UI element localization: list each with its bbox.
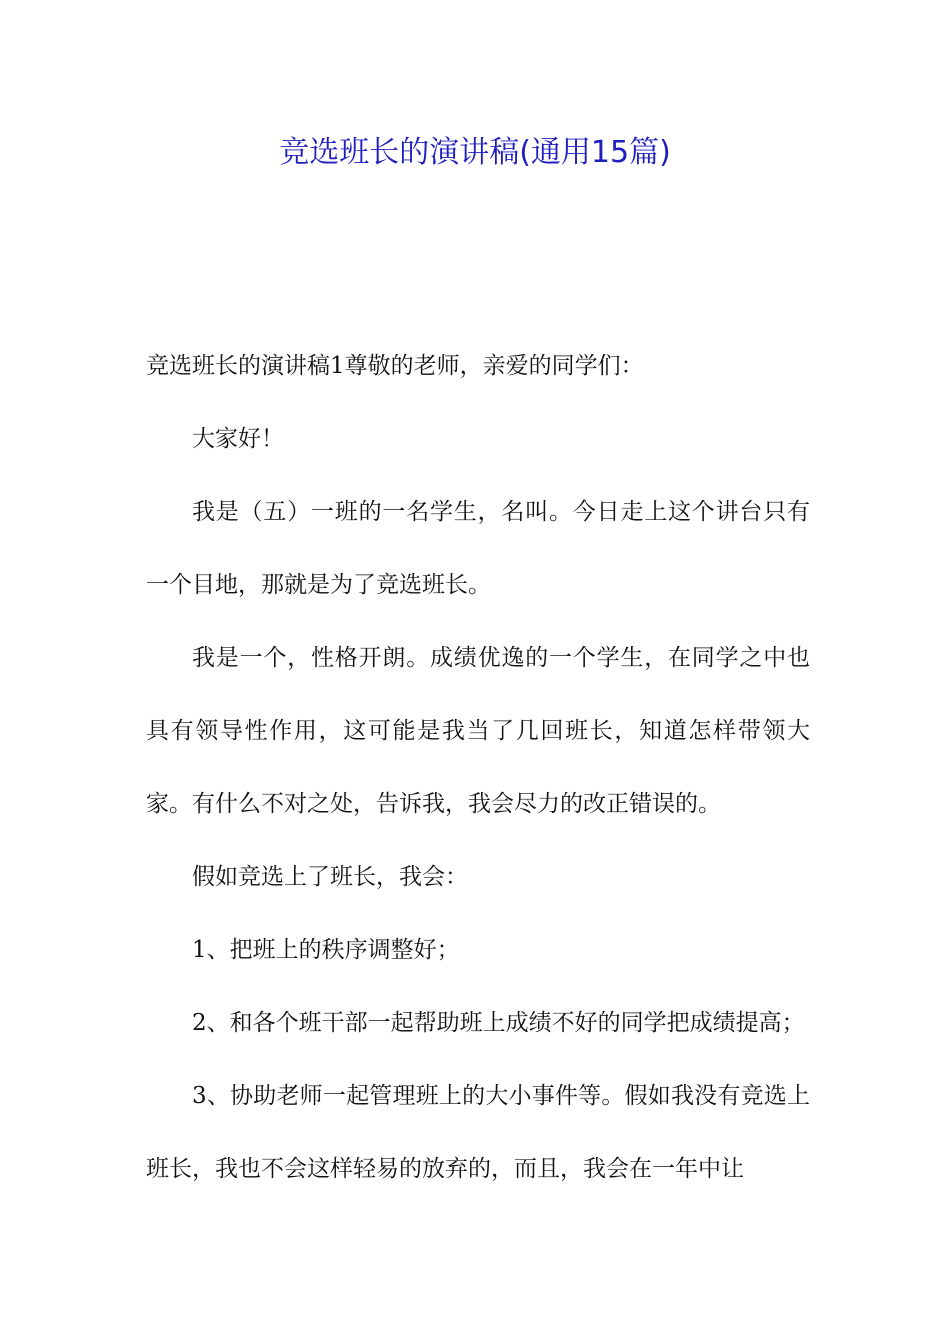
paragraph-plan-item-3: 3、协助老师一起管理班上的大小事件等。假如我没有竞选上班长，我也不会这样轻易的放弃的，而且，我会在一年中让 (146, 1083, 810, 1182)
paragraph-introduction: 我是（五）一班的一名学生，名叫。今日走上这个讲台只有一个目地，那就是为了竞选班长。 (146, 499, 810, 598)
document-title: 竞选班长的演讲稿(通用15篇) (279, 135, 671, 170)
paragraph-plan-item-2: 2、和各个班干部一起帮助班上成绩不好的同学把成绩提高； (192, 1010, 805, 1036)
document-body (146, 330, 810, 1206)
paragraph-plan-item-1: 1、把班上的秩序调整好； (192, 937, 460, 963)
paragraph-plan-intro: 假如竞选上了班长，我会： (192, 864, 468, 890)
paragraph-hello: 大家好！ (192, 426, 284, 452)
paragraph-self-description: 我是一个，性格开朗。成绩优逸的一个学生，在同学之中也具有领导性作用，这可能是我当了几回班长，知道怎样带领大家。有什么不对之处，告诉我，我会尽力的改正错误的。 (146, 645, 810, 817)
paragraph-greeting-header: 竞选班长的演讲稿1尊敬的老师，亲爱的同学们： (146, 353, 644, 379)
